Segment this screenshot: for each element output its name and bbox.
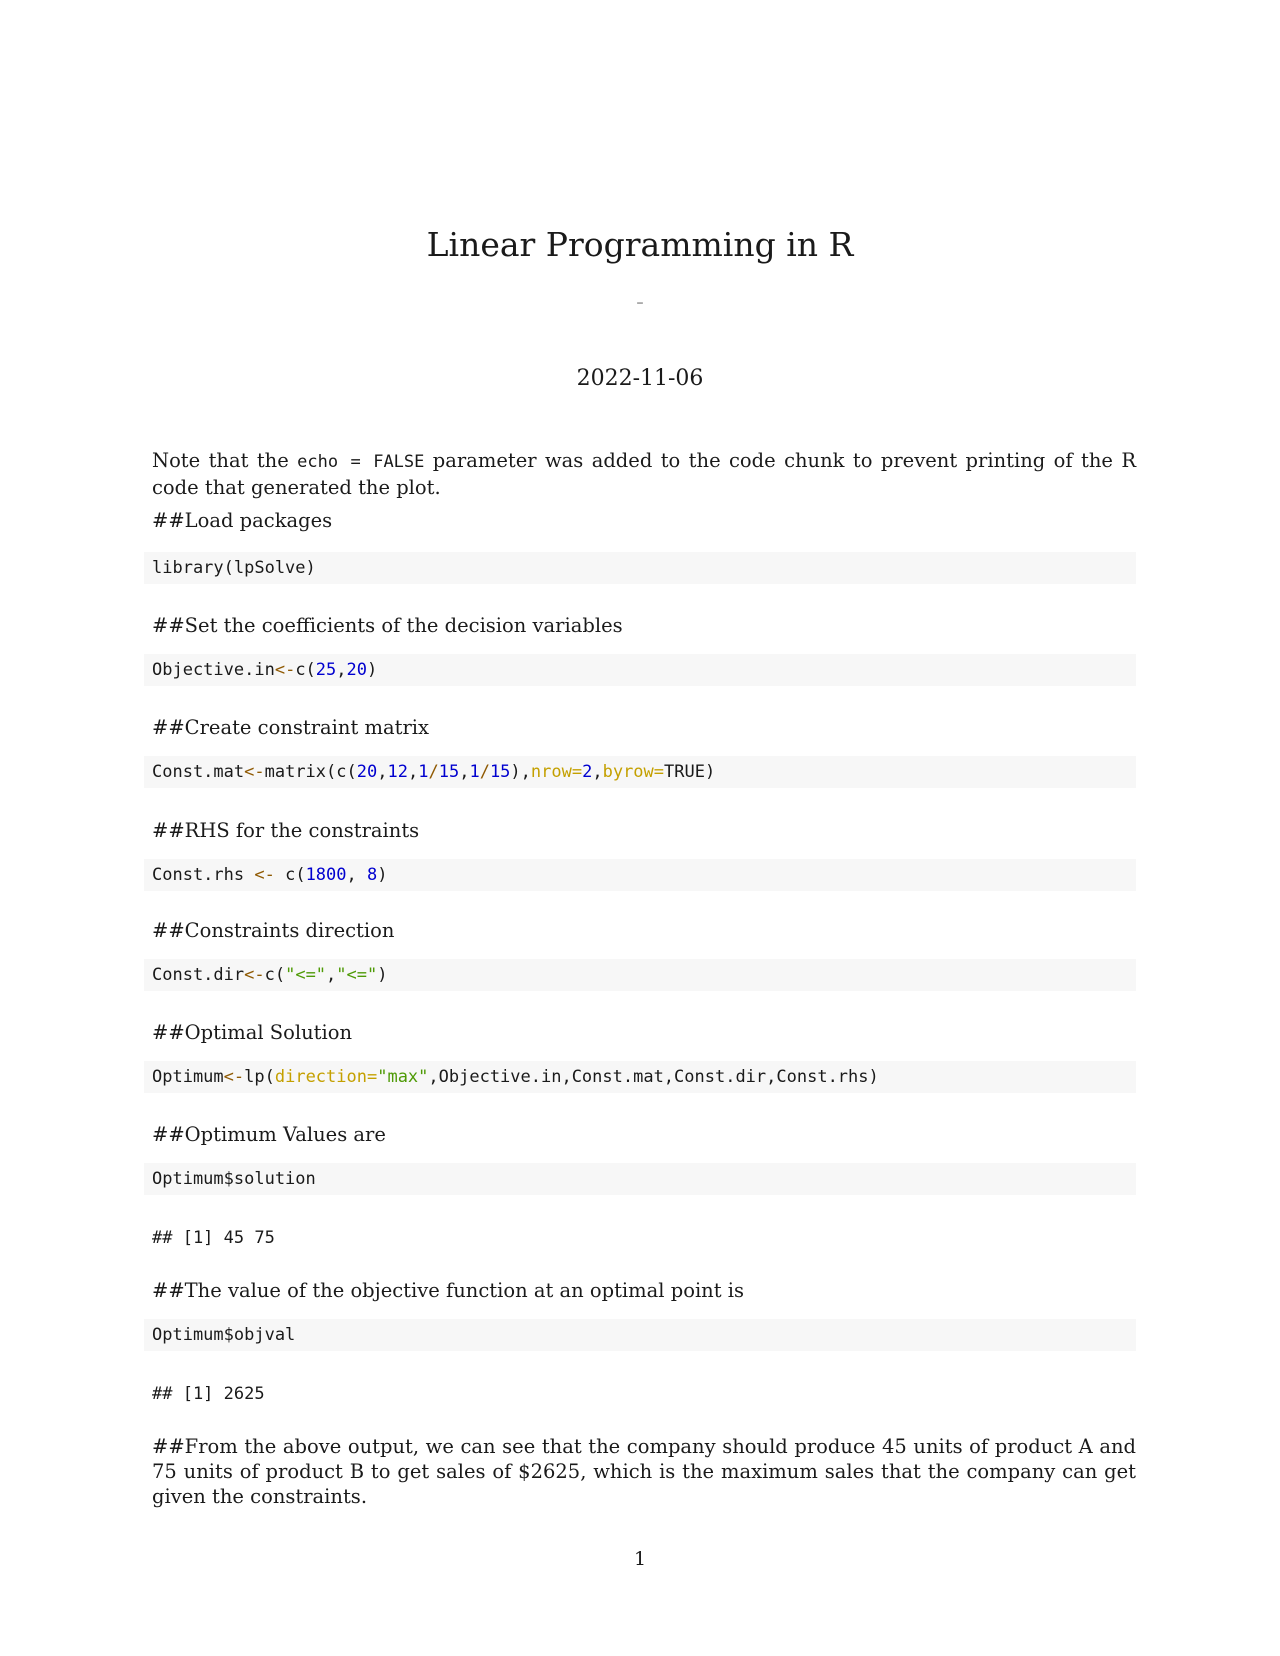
document-date: 2022-11-06 [576, 366, 704, 391]
output-solution: ## [1] 45 75 [152, 1228, 275, 1248]
page-number: 1 [633, 1548, 647, 1570]
conclusion-paragraph: ##From the above output, we can see that the company should produce 45 units of product A and 75 units of product B to get sales of $2625, which is the maximum sales that the company can get given the constraints. [152, 1435, 1136, 1508]
section-objective-value: ##The value of the objective function at an optimal point is [152, 1279, 745, 1302]
intro-text-before: Note that the [152, 449, 289, 472]
code-optimum-lp: Optimum<-lp(direction="max",Objective.in,Const.mat,Const.dir,Const.rhs) [144, 1061, 1136, 1093]
code-solution: Optimum$solution [144, 1163, 1136, 1195]
document-title: Linear Programming in R [426, 225, 854, 264]
code-objval: Optimum$objval [144, 1319, 1136, 1351]
section-load-packages: ##Load packages [152, 509, 333, 532]
intro-text-after: parameter was added to the code chunk to prevent printing of the R code that generated the plot. [152, 449, 1137, 499]
code-objective: Objective.in<-c(25,20) [144, 654, 1136, 686]
section-coefficients: ##Set the coefficients of the decision variables [152, 614, 623, 637]
intro-paragraph [152, 448, 1136, 500]
output-objval: ## [1] 2625 [152, 1384, 265, 1404]
code-const-rhs: Const.rhs <- c(1800, 8) [144, 859, 1136, 891]
section-optimum-values: ##Optimum Values are [152, 1123, 386, 1146]
code-library: library(lpSolve) [144, 552, 1136, 584]
section-constraints-direction: ##Constraints direction [152, 919, 395, 942]
section-rhs: ##RHS for the constraints [152, 819, 420, 842]
section-constraint-matrix: ##Create constraint matrix [152, 716, 430, 739]
intro-inline-code: echo = FALSE [297, 452, 425, 472]
code-const-dir: Const.dir<-c("<=","<=") [144, 959, 1136, 991]
section-optimal-solution: ##Optimal Solution [152, 1021, 353, 1044]
document-author: – [636, 295, 644, 311]
code-const-mat: Const.mat<-matrix(c(20,12,1/15,1/15),nrow=2,byrow=TRUE) [144, 756, 1136, 788]
